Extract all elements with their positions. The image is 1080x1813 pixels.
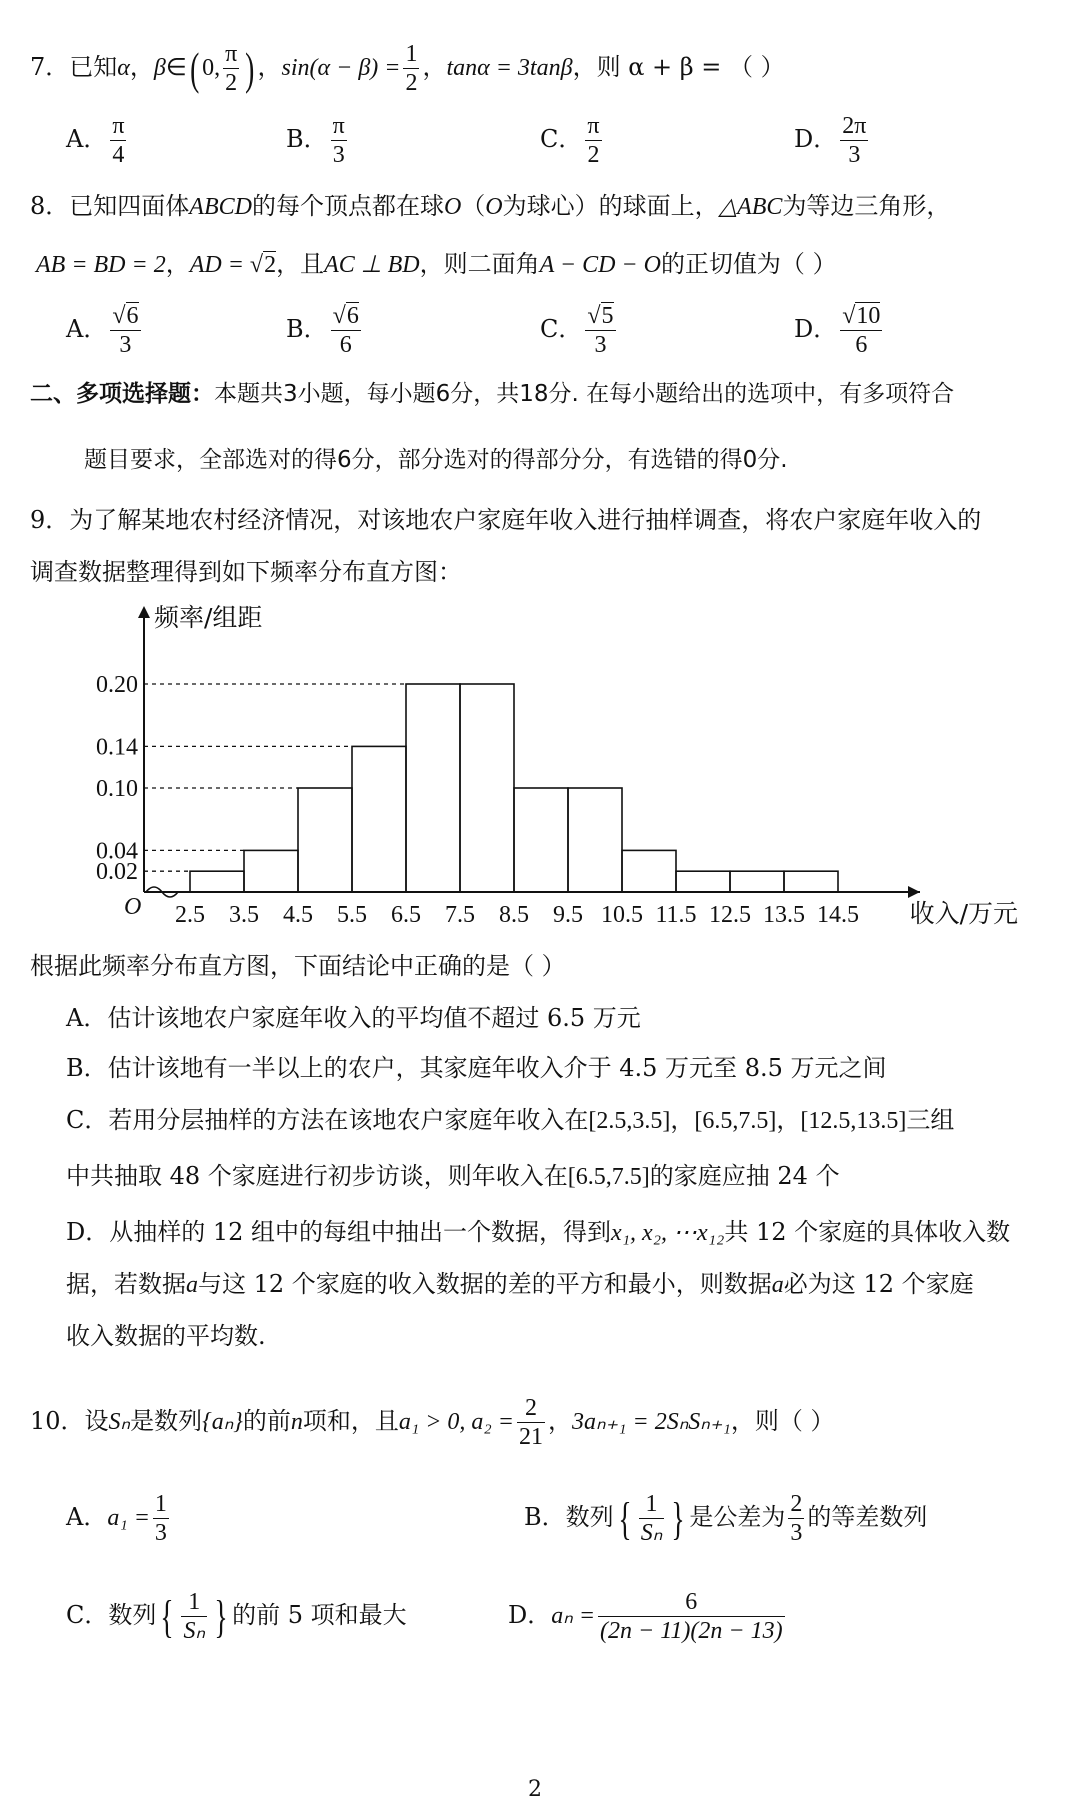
q8-stem-line1: 8．已知四面体ABCD的每个顶点都在球O（O为球心）的球面上，△ABC为等边三角形， [30,192,951,220]
q7-beta: β [153,55,166,81]
histogram-bar [784,871,838,892]
q8-number: 8． [30,192,70,220]
histogram-bar [244,850,298,892]
q7-in: ∈ [165,55,187,81]
q9-option-c-line1[interactable]: C．若用分层抽样的方法在该地农户家庭年收入在[2.5,3.5]，[6.5,7.5]，[12.5,13.5]三组 [66,1106,955,1134]
x-tick-label: 9.5 [553,902,583,928]
q7-option-c[interactable]: C． $\frac{\pi}{2}$ [540,113,600,168]
y-tick-label: 0.14 [96,734,138,761]
page-number: 2 [528,1777,542,1802]
q7-interval-left: 0, [202,55,221,81]
q9-after: 根据此频率分布直方图，下面结论中正确的是（ ） [30,952,566,980]
q10-stem: 10．设Sₙ是数列{aₙ}的前n项和，且a₁ > 0, a₂ = $\frac{2}{21}$ ，3aₙ₊₁ = 2SₙSₙ₊₁，则（ ） [30,1395,835,1450]
q8-option-a[interactable]: A． $\frac{√6}{3}$ [66,303,139,358]
x-tick-label: 12.5 [709,902,751,928]
x-tick-label: 8.5 [499,902,529,928]
q8-option-d[interactable]: D． $\frac{√10}{6}$ [794,303,881,358]
q9-option-d-line3: 收入数据的平均数. [66,1322,266,1350]
q7-ask: 则 α + β = （ ） [596,53,785,81]
q8-stem-line2: AB = BD = 2，AD = √2，且AC ⊥ BD，则二面角A − CD − O的正切值为（ ） [36,250,837,278]
histogram-svg [80,596,1020,942]
q9-number: 9． [30,506,70,534]
q7-option-a[interactable]: A． $\frac{\pi}{4}$ [66,113,125,168]
histogram-bar [568,788,622,892]
origin-label: O [124,894,142,920]
x-tick-label: 14.5 [817,902,859,928]
q9-option-c-line2: 中共抽取 48 个家庭进行初步访谈，则年收入在[6.5,7.5]的家庭应抽 24 个 [66,1162,840,1190]
q7-paren-left: ( [189,42,200,94]
histogram [80,596,1020,942]
q10-option-c[interactable]: C．数列{ $\frac{1}{\text{Sₙ}}$ } 的前 5 项和最大 [66,1589,407,1644]
histogram-bar [730,871,784,892]
x-tick-label: 5.5 [337,902,367,928]
x-tick-label: 10.5 [601,902,643,928]
histogram-bar [298,788,352,892]
x-tick-label: 3.5 [229,902,259,928]
x-tick-label: 2.5 [175,902,205,928]
y-tick-label: 0.04 [96,838,138,865]
q7-number: 7． [30,53,70,81]
q7-paren-right: ) [245,42,255,94]
section2-line2: 题目要求，全部选对的得6分，部分选对的得部分分，有选错的得0分. [84,447,788,473]
q8-option-b[interactable]: B． $\frac{√6}{6}$ [286,303,359,358]
q9-option-d-line1[interactable]: D．从抽样的 12 组中的每组中抽出一个数据，得到x₁, x₂, ⋯x₁₂共 12 个家庭的具体收入数 [66,1218,1011,1246]
q7-sin-fraction: $\frac{1}{2}$ [405,41,418,96]
x-tick-label: 13.5 [763,902,805,928]
histogram-bar [514,788,568,892]
q7-stem: 7．已知α，β∈( 0, $\frac{\pi}{2}$ ) ，sin(α − β) = $\frac{1}{2}$ ，tanα = 3tanβ，则 α + β = （ ） [30,41,785,96]
section2-line1: 二、多项选择题：本题共3小题，每小题6分，共18分. 在每小题给出的选项中，有多项符合 [30,381,955,407]
histogram-bar [676,871,730,892]
y-tick-label: 0.10 [96,776,138,802]
q10-option-b[interactable]: B．数列{ $\frac{1}{\text{Sₙ}}$ } 是公差为 $\frac{2}{3}$ 的等差数列 [524,1491,928,1546]
x-tick-label: 11.5 [655,902,697,928]
q7-option-d[interactable]: D． $\frac{2\pi}{3}$ [794,113,867,168]
q9-option-a[interactable]: A．估计该地农户家庭年收入的平均值不超过 6.5 万元 [66,1004,641,1032]
x-tick-label: 6.5 [391,902,421,928]
histogram-bar [190,871,244,892]
q8-option-c[interactable]: C． $\frac{√5}{3}$ [540,303,614,358]
y-tick-label: 0.20 [96,672,138,698]
q10-option-d[interactable]: D．aₙ = $\frac{6}{(2n - 11)(2n - 13)}$ [508,1589,783,1644]
q7-sin-expr: sin(α − β) = [281,55,401,81]
q9-stem-line2: 调查数据整理得到如下频率分布直方图： [30,558,462,586]
histogram-bar [406,684,460,892]
x-tick-label: 4.5 [283,902,313,928]
y-axis-label: 频率/组距 [154,603,263,632]
q10-option-a[interactable]: A．a₁ = $\frac{1}{3}$ [66,1491,167,1546]
section2-heading: 二、多项选择题： [30,381,214,407]
q7-tan-expr: tanα = 3tanβ [446,55,573,81]
q10-number: 10． [30,1407,85,1435]
y-tick-label: 0.02 [96,859,138,886]
histogram-bar [622,850,676,892]
q9-option-b[interactable]: B．估计该地有一半以上的农户，其家庭年收入介于 4.5 万元至 8.5 万元之间 [66,1054,887,1082]
q7-interval-fraction: $\frac{\pi}{2}$ [225,41,238,96]
q7-alpha: α [117,55,130,81]
q7-option-b[interactable]: B． $\frac{\pi}{3}$ [286,113,345,168]
y-axis-arrow [138,606,150,618]
q9-option-d-line2: 据，若数据a与这 12 个家庭的收入数据的差的平方和最小，则数据a必为这 12 个家庭 [66,1270,974,1298]
q9-stem-line1: 9．为了解某地农村经济情况，对该地农户家庭年收入进行抽样调查，将农户家庭年收入的 [30,506,982,534]
histogram-bar [460,684,514,892]
x-axis-arrow [908,886,920,898]
histogram-bar [352,746,406,892]
x-tick-label: 7.5 [445,902,475,928]
q7-text: 已知 [69,53,118,81]
x-axis-label: 收入/万元 [909,899,1018,928]
